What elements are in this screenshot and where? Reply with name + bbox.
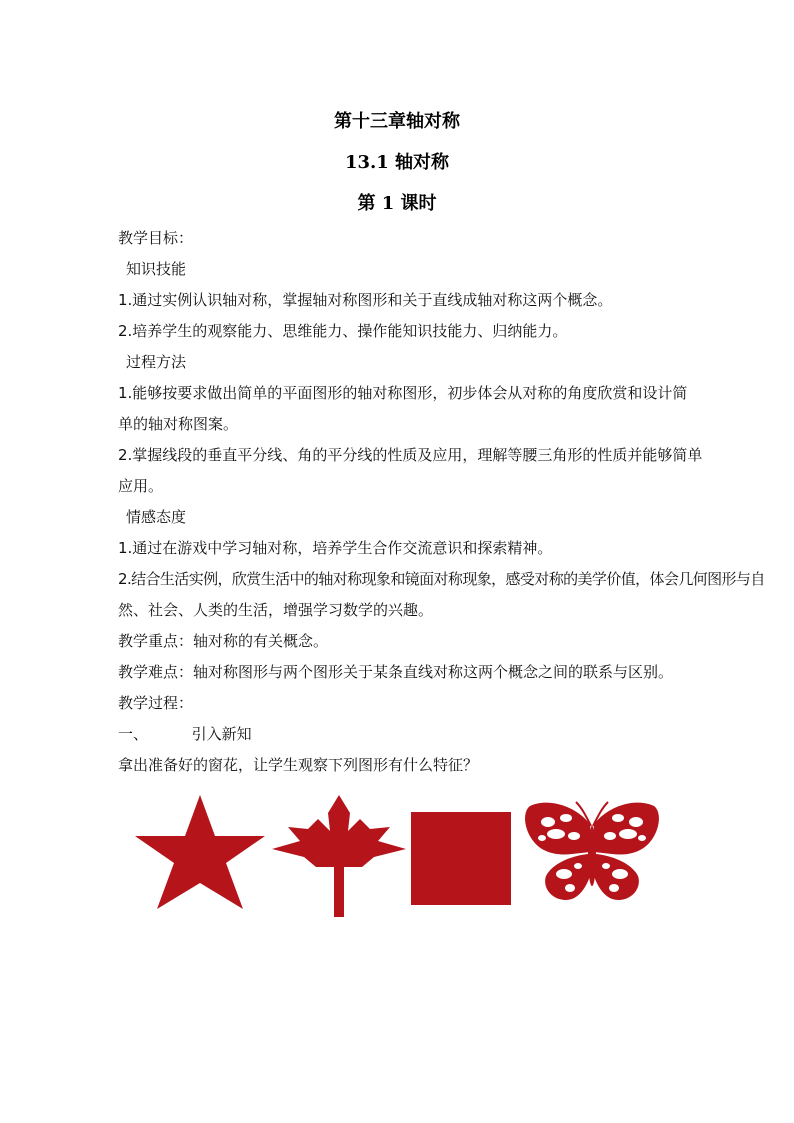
section-title: 13.1 轴对称 <box>344 152 450 173</box>
key-point: 教学重点：轴对称的有关概念。 <box>118 632 329 650</box>
difficulty: 教学难点：轴对称图形与两个图形关于某条直线对称这两个概念之间的联系与区别。 <box>118 663 674 681</box>
prompt-text: 拿出准备好的窗花，让学生观察下列图形有什么特征？ <box>118 756 479 774</box>
knowledge-item-1: 1.通过实例认识轴对称，掌握轴对称图形和关于直线成轴对称这两个概念。 <box>118 291 613 309</box>
maple-leaf-paper-cut <box>270 793 408 917</box>
step-1-title: 引入新知 <box>191 725 252 743</box>
knowledge-item-2: 2.培养学生的观察能力、思维能力、操作能知识技能力、归纳能力。 <box>118 322 568 340</box>
square-paper-cut <box>411 812 511 905</box>
knowledge-heading: 知识技能 <box>126 260 187 278</box>
step-1-number: 一、 <box>118 725 149 743</box>
goals-heading: 教学目标： <box>118 229 194 247</box>
emotion-heading: 情感态度 <box>126 508 187 526</box>
process-item-1-line-2: 单的轴对称图案。 <box>118 415 239 433</box>
process-label: 教学过程： <box>118 694 194 712</box>
star-paper-cut <box>133 793 267 911</box>
process-item-2-line-1: 2.掌握线段的垂直平分线、角的平分线的性质及应用，理解等腰三角形的性质并能够简单 <box>118 446 703 464</box>
emotion-item-2-line-1: 2.结合生活实例，欣赏生活中的轴对称现象和镜面对称现象，感受对称的美学价值，体会几何图形与自 <box>118 570 765 588</box>
process-heading: 过程方法 <box>126 353 187 371</box>
emotion-item-1: 1.通过在游戏中学习轴对称，培养学生合作交流意识和探索精神。 <box>118 539 553 557</box>
step-1 <box>118 724 688 744</box>
emotion-item-2-line-2: 然、社会、人类的生活，增强学习数学的兴趣。 <box>118 601 434 619</box>
butterfly-paper-cut <box>522 796 662 906</box>
process-item-2-line-2: 应用。 <box>118 477 164 495</box>
lesson-title: 第 1 课时 <box>357 193 437 214</box>
process-item-1-line-1: 1.能够按要求做出简单的平面图形的轴对称图形，初步体会从对称的角度欣赏和设计简 <box>118 384 688 402</box>
chapter-title: 第十三章轴对称 <box>334 111 460 132</box>
paper-cut-figures <box>130 790 670 920</box>
